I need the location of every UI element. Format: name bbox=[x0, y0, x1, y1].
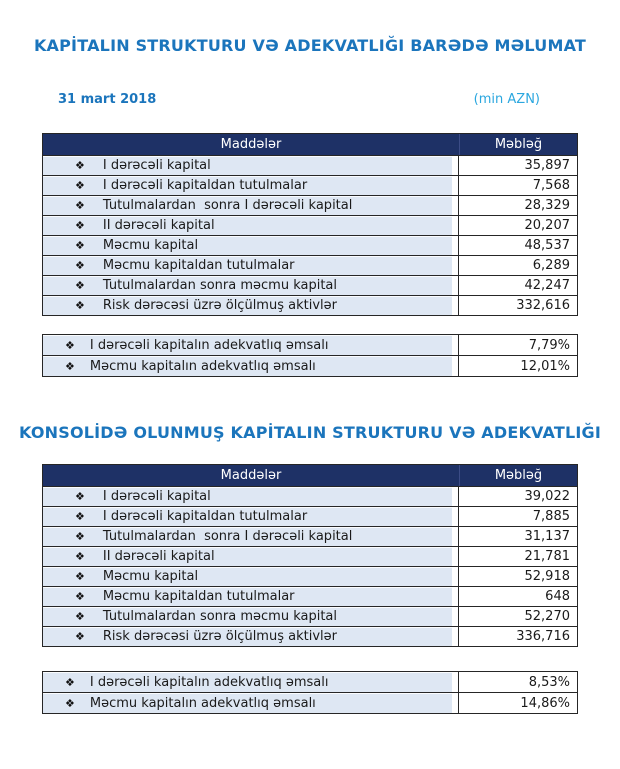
table-row bbox=[43, 672, 577, 692]
diamond-bullet-icon: ❖ bbox=[75, 550, 85, 563]
section-consolidated-capital bbox=[0, 423, 620, 714]
diamond-bullet-icon: ❖ bbox=[75, 279, 85, 292]
diamond-bullet-icon: ❖ bbox=[75, 510, 85, 523]
row-value: 31,137 bbox=[459, 527, 577, 546]
row-label-cell bbox=[43, 567, 459, 586]
diamond-bullet-icon: ❖ bbox=[75, 239, 85, 252]
row-value: 332,616 bbox=[459, 296, 577, 315]
row-value: 35,897 bbox=[459, 156, 577, 175]
row-label-cell bbox=[43, 256, 459, 275]
diamond-bullet-icon: ❖ bbox=[65, 359, 75, 373]
section-capital-structure bbox=[0, 36, 620, 377]
report-page bbox=[0, 36, 620, 714]
row-label-cell bbox=[43, 335, 459, 355]
row-label: Tutulmalardan sonra I dərəcəli kapital bbox=[102, 529, 353, 544]
row-value: 6,289 bbox=[459, 256, 577, 275]
column-header-items: Maddələr bbox=[220, 468, 282, 483]
column-header-amount: Məbləğ bbox=[459, 465, 577, 486]
row-label-cell bbox=[43, 296, 459, 315]
table-row bbox=[43, 295, 577, 315]
row-value: 7,79% bbox=[459, 335, 577, 355]
row-label: I dərəcəli kapitaldan tutulmalar bbox=[102, 509, 308, 524]
row-label-cell bbox=[43, 156, 459, 175]
table-row bbox=[43, 586, 577, 606]
row-label: Məcmu kapitaldan tutulmalar bbox=[102, 589, 295, 604]
row-value: 8,53% bbox=[459, 672, 577, 692]
diamond-bullet-icon: ❖ bbox=[75, 179, 85, 192]
row-value: 7,568 bbox=[459, 176, 577, 195]
meta-row bbox=[0, 92, 620, 107]
table-row bbox=[43, 692, 577, 713]
diamond-bullet-icon: ❖ bbox=[65, 338, 75, 352]
row-label-cell bbox=[43, 527, 459, 546]
table-row bbox=[43, 526, 577, 546]
row-value: 14,86% bbox=[459, 693, 577, 713]
diamond-bullet-icon: ❖ bbox=[75, 570, 85, 583]
row-label-cell bbox=[43, 672, 459, 692]
row-value: 52,918 bbox=[459, 567, 577, 586]
row-value: 12,01% bbox=[459, 356, 577, 376]
row-label-cell bbox=[43, 627, 459, 646]
diamond-bullet-icon: ❖ bbox=[75, 610, 85, 623]
column-header-items: Maddələr bbox=[220, 137, 282, 152]
row-label: I dərəcəli kapital bbox=[102, 489, 211, 504]
row-label: I dərəcəli kapitalın adekvatlıq əmsalı bbox=[89, 337, 329, 353]
row-label: Məcmu kapital bbox=[102, 238, 199, 253]
row-label: Risk dərəcəsi üzrə ölçülmuş aktivlər bbox=[102, 298, 337, 313]
table-row bbox=[43, 215, 577, 235]
column-header-amount: Məbləğ bbox=[459, 134, 577, 155]
table-row bbox=[43, 626, 577, 646]
row-label: Məcmu kapitalın adekvatlıq əmsalı bbox=[89, 695, 316, 711]
row-label-cell bbox=[43, 356, 459, 376]
table-row bbox=[43, 546, 577, 566]
row-label: Məcmu kapital bbox=[102, 569, 199, 584]
row-label-cell bbox=[43, 607, 459, 626]
row-label-cell bbox=[43, 236, 459, 255]
row-label: Məcmu kapitalın adekvatlıq əmsalı bbox=[89, 358, 316, 374]
row-label: Tutulmalardan sonra məcmu kapital bbox=[102, 609, 338, 624]
adequacy-ratios-table bbox=[42, 334, 578, 377]
report-date: 31 mart 2018 bbox=[58, 92, 157, 107]
row-label-cell bbox=[43, 507, 459, 526]
row-value: 20,207 bbox=[459, 216, 577, 235]
row-value: 48,537 bbox=[459, 236, 577, 255]
row-label: I dərəcəli kapitalın adekvatlıq əmsalı bbox=[89, 674, 329, 690]
diamond-bullet-icon: ❖ bbox=[75, 219, 85, 232]
currency-unit-label: (min AZN) bbox=[473, 92, 540, 107]
table-row bbox=[43, 355, 577, 376]
diamond-bullet-icon: ❖ bbox=[75, 199, 85, 212]
table-row bbox=[43, 275, 577, 295]
row-label-cell bbox=[43, 587, 459, 606]
row-label-cell bbox=[43, 276, 459, 295]
table-row bbox=[43, 195, 577, 215]
table-row bbox=[43, 155, 577, 175]
table-row bbox=[43, 606, 577, 626]
table-header-row bbox=[43, 465, 577, 486]
table-row bbox=[43, 235, 577, 255]
row-label: Tutulmalardan sonra məcmu kapital bbox=[102, 278, 338, 293]
table-row bbox=[43, 566, 577, 586]
row-value: 52,270 bbox=[459, 607, 577, 626]
table-row bbox=[43, 255, 577, 275]
row-label-cell bbox=[43, 216, 459, 235]
row-value: 7,885 bbox=[459, 507, 577, 526]
diamond-bullet-icon: ❖ bbox=[75, 590, 85, 603]
table-row bbox=[43, 335, 577, 355]
section2-title: KONSOLİDƏ OLUNMUŞ KAPİTALIN STRUKTURU VƏ ADEKVATLIĞI bbox=[18, 423, 602, 442]
diamond-bullet-icon: ❖ bbox=[75, 159, 85, 172]
row-value: 648 bbox=[459, 587, 577, 606]
diamond-bullet-icon: ❖ bbox=[75, 299, 85, 312]
diamond-bullet-icon: ❖ bbox=[65, 675, 75, 689]
row-label: II dərəcəli kapital bbox=[102, 218, 215, 233]
row-label: I dərəcəli kapital bbox=[102, 158, 211, 173]
consolidated-capital-table bbox=[42, 464, 578, 647]
row-value: 336,716 bbox=[459, 627, 577, 646]
row-value: 42,247 bbox=[459, 276, 577, 295]
row-label: I dərəcəli kapitaldan tutulmalar bbox=[102, 178, 308, 193]
row-label-cell bbox=[43, 547, 459, 566]
diamond-bullet-icon: ❖ bbox=[75, 490, 85, 503]
row-label: II dərəcəli kapital bbox=[102, 549, 215, 564]
capital-structure-table bbox=[42, 133, 578, 316]
row-label: Məcmu kapitaldan tutulmalar bbox=[102, 258, 295, 273]
table-row bbox=[43, 175, 577, 195]
table-header-row bbox=[43, 134, 577, 155]
row-label-cell bbox=[43, 487, 459, 506]
row-value: 21,781 bbox=[459, 547, 577, 566]
diamond-bullet-icon: ❖ bbox=[65, 696, 75, 710]
diamond-bullet-icon: ❖ bbox=[75, 259, 85, 272]
table-row bbox=[43, 506, 577, 526]
row-value: 28,329 bbox=[459, 196, 577, 215]
consolidated-adequacy-ratios-table bbox=[42, 671, 578, 714]
diamond-bullet-icon: ❖ bbox=[75, 630, 85, 643]
row-label-cell bbox=[43, 693, 459, 713]
row-label-cell bbox=[43, 196, 459, 215]
diamond-bullet-icon: ❖ bbox=[75, 530, 85, 543]
page-title: KAPİTALIN STRUKTURU VƏ ADEKVATLIĞI BARƏDƏ MƏLUMAT bbox=[33, 36, 587, 55]
row-value: 39,022 bbox=[459, 487, 577, 506]
table-row bbox=[43, 486, 577, 506]
row-label-cell bbox=[43, 176, 459, 195]
row-label: Tutulmalardan sonra I dərəcəli kapital bbox=[102, 198, 353, 213]
row-label: Risk dərəcəsi üzrə ölçülmuş aktivlər bbox=[102, 629, 337, 644]
